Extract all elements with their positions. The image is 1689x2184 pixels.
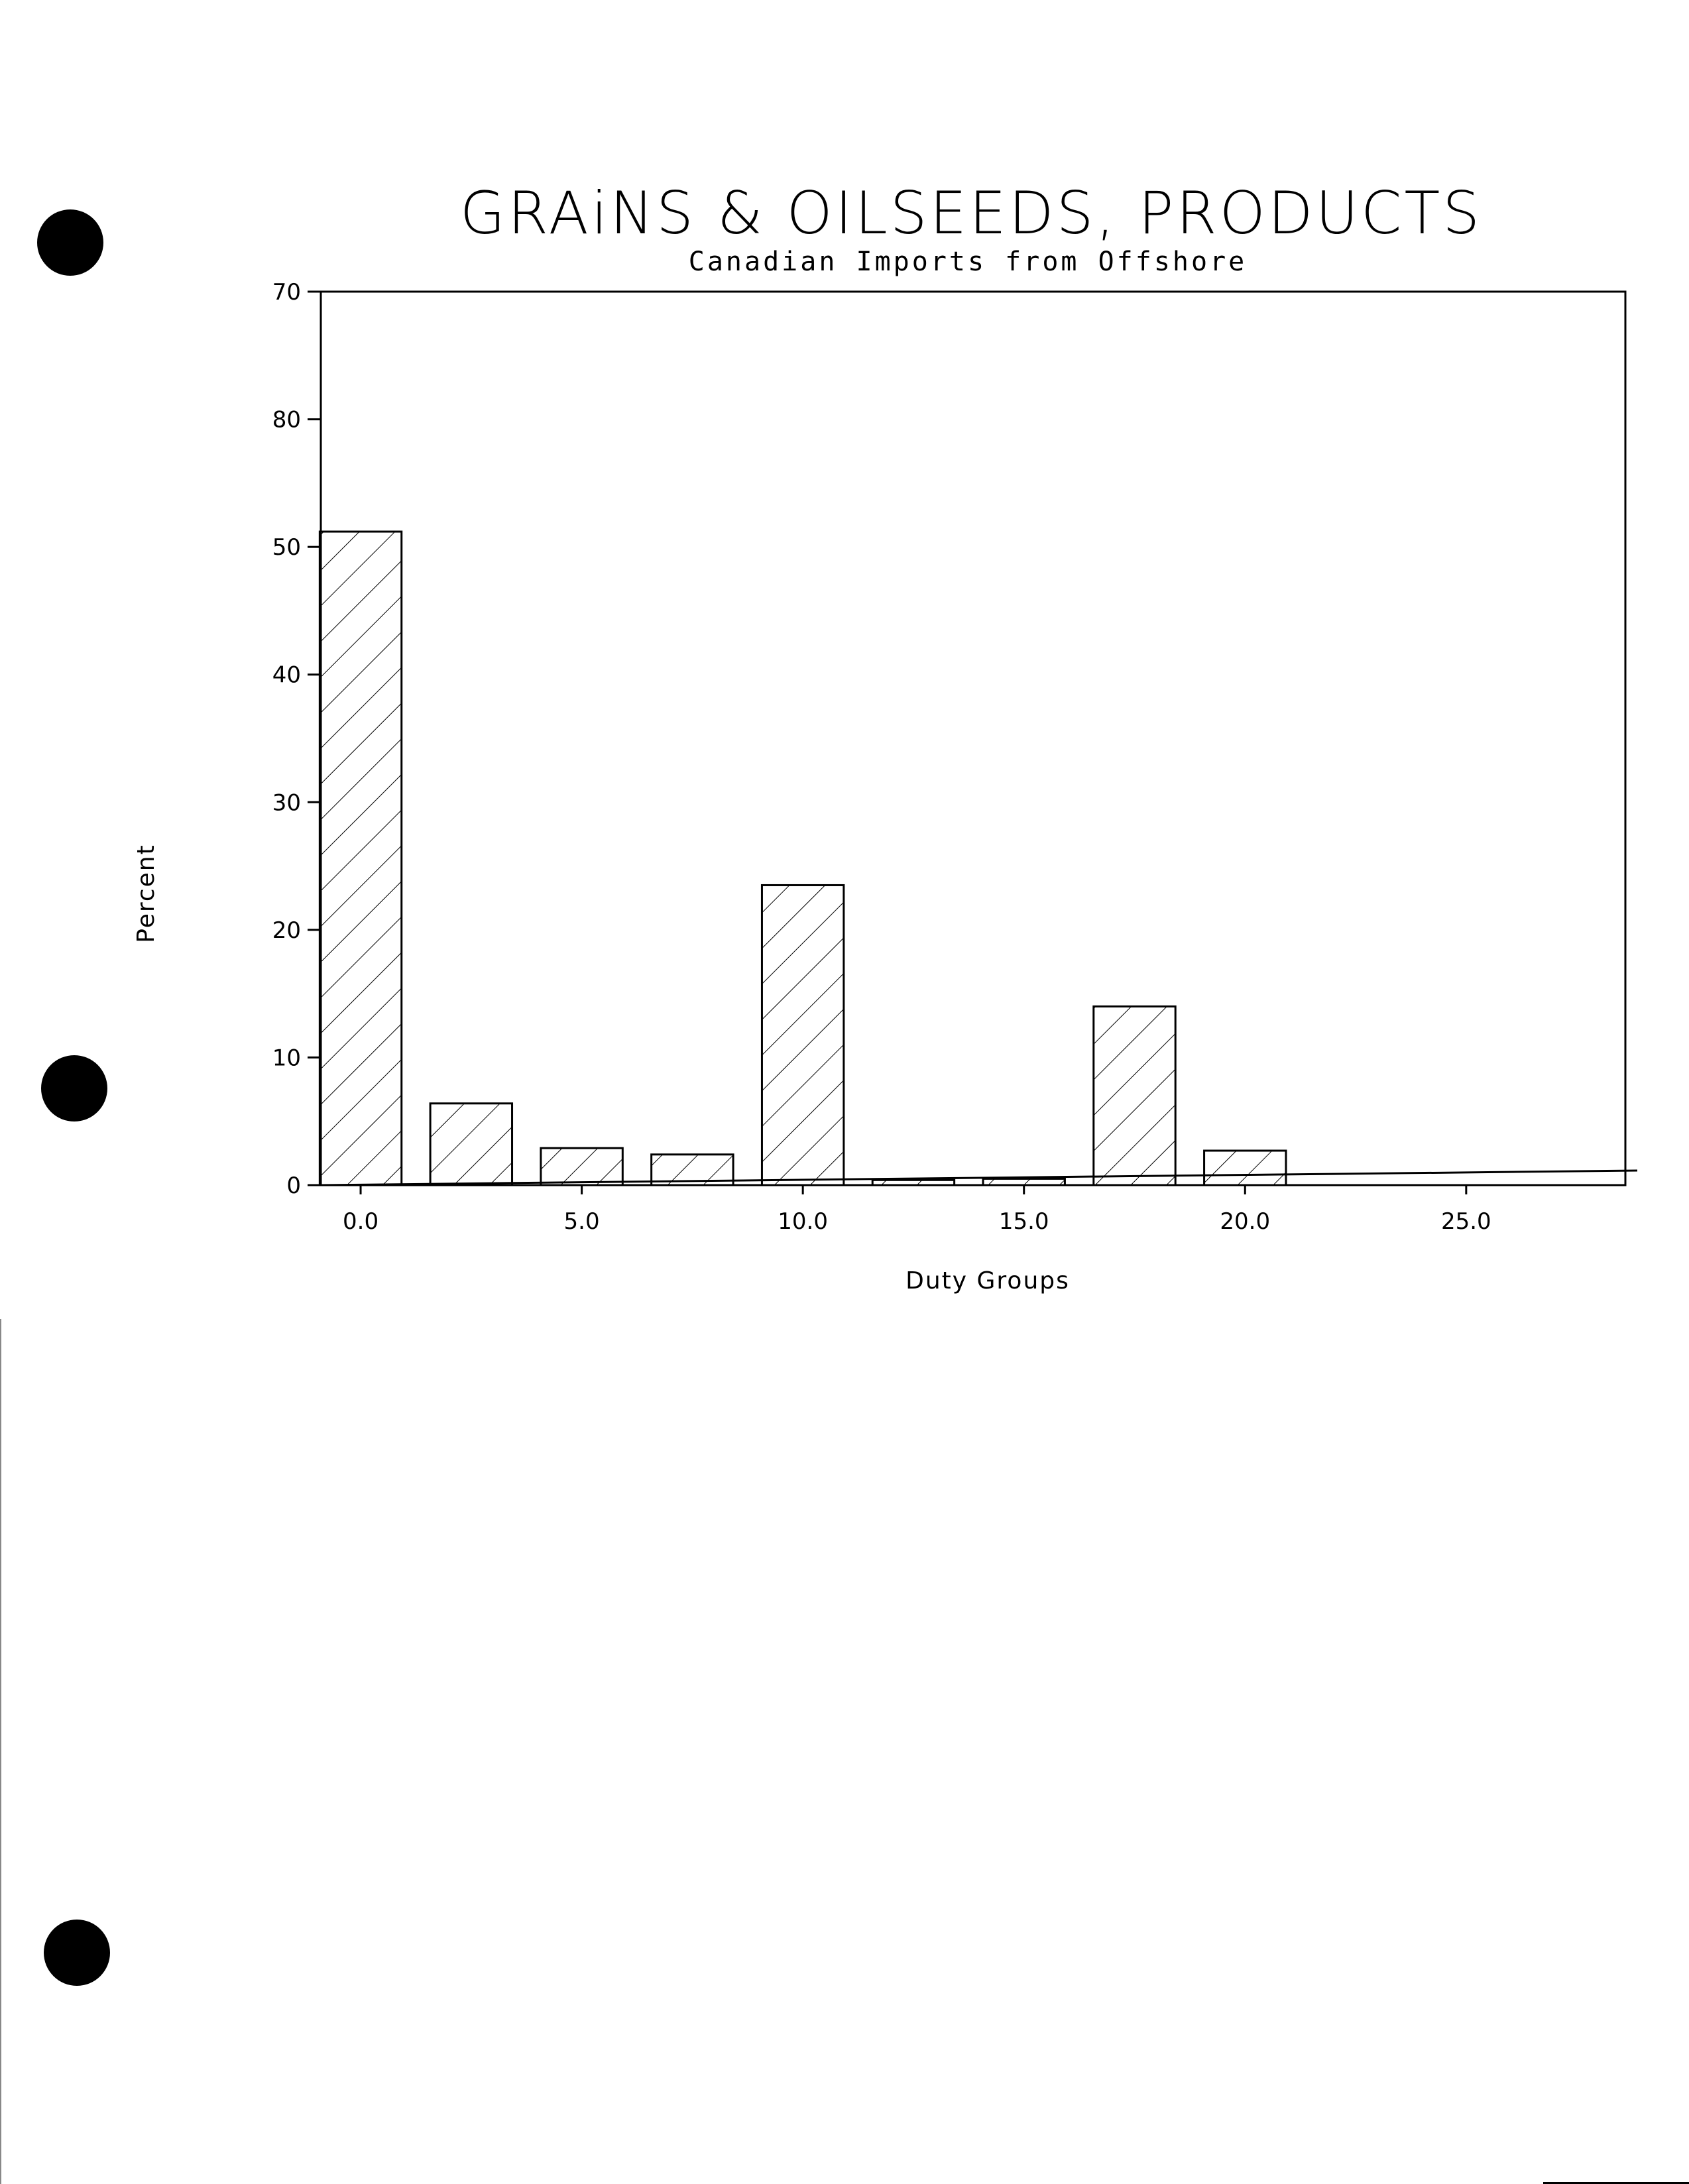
y-tick-label: 0 <box>286 1173 301 1199</box>
x-axis <box>343 1185 1491 1235</box>
chart-subtitle: Canadian Imports from Offshore <box>688 247 1248 277</box>
bar <box>872 1180 954 1185</box>
bar <box>762 885 843 1185</box>
bar <box>983 1178 1065 1185</box>
x-tick-label: 0.0 <box>343 1208 379 1235</box>
x-axis-line <box>321 1171 1637 1185</box>
bar <box>430 1104 512 1185</box>
bar <box>541 1148 622 1185</box>
y-tick-label: 70 <box>272 279 301 306</box>
bar <box>320 532 401 1185</box>
x-tick-label: 20.0 <box>1220 1208 1271 1235</box>
x-axis-label: Duty Groups <box>905 1267 1070 1294</box>
y-tick-label: 20 <box>272 917 301 944</box>
bar <box>1094 1006 1175 1185</box>
y-axis-label: Percent <box>133 844 160 943</box>
y-axis <box>272 279 321 1199</box>
x-tick-label: 5.0 <box>563 1208 600 1235</box>
y-tick-label: 50 <box>272 534 301 561</box>
chart-title: GRAiNS & OILSEEDS, PRODUCTS <box>459 179 1483 247</box>
x-tick-label: 10.0 <box>778 1208 829 1235</box>
y-tick-label: 40 <box>272 661 301 689</box>
bar <box>652 1155 733 1185</box>
y-tick-label: 10 <box>272 1045 301 1072</box>
bar <box>1204 1151 1286 1185</box>
x-tick-label: 15.0 <box>998 1208 1049 1235</box>
plot-frame <box>321 292 1625 1185</box>
y-tick-label: 80 <box>272 406 301 433</box>
y-tick-label: 30 <box>272 789 301 817</box>
x-tick-label: 25.0 <box>1440 1208 1491 1235</box>
bar-series <box>320 532 1286 1185</box>
